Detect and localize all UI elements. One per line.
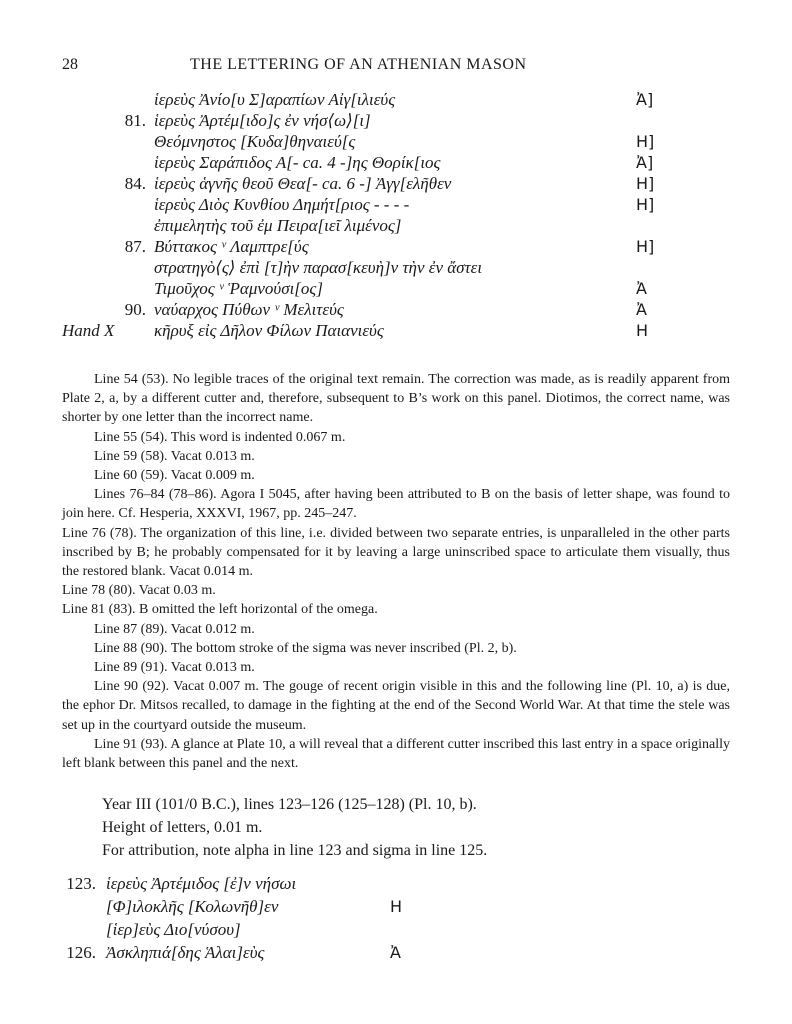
greek-text: στρατηγὸ⟨ς⟩ ἐπὶ [τ]ὴν παρασ[κευὴ]ν τὴν ἐν ἄστει [154, 258, 483, 277]
note-paragraph: Line 91 (93). A glance at Plate 10, a will reveal that a different cutter inscribed this last entry in a space originally left blank between this panel and the next. [62, 736, 730, 772]
note-paragraph: Line 54 (53). No legible traces of the original text remain. The correction was made, as is readily apparent from Plate 2, a, by a different cutter and, therefore, subsequent to B’s work on this panel. Diotimos, the correct name, was shorter by one letter than the incorrect name. [62, 372, 730, 426]
greek-text: Ἀσκληπιά[δης Ἁλαι]εὺς [106, 943, 265, 962]
attribution-note: For attribution, note alpha in line 123 and sigma in line 125. [102, 842, 488, 859]
note-paragraph: Line 88 (90). The bottom stroke of the sigma was never inscribed (Pl. 2, b). [94, 640, 517, 656]
line-number: 84. [124, 174, 146, 193]
greek-text: ἱερεὺς Ἀρτέμ[ιδο]ς ἐν νήσ⟨ω⟩[ι] [154, 111, 371, 130]
note-paragraph: Line 55 (54). This word is indented 0.067 m. [94, 429, 346, 445]
inscription-line [62, 90, 662, 111]
inscription-line [62, 300, 662, 321]
greek-text: [ἱερ]εὺς Διο[νύσου] [106, 920, 241, 939]
inscription-line [62, 943, 662, 966]
inscription-line [62, 321, 662, 342]
inscription-line [62, 258, 662, 279]
inscription-line [62, 216, 662, 237]
line-number: 123. [66, 874, 96, 893]
inscription-line [62, 279, 662, 300]
letter-form-mark: H] [636, 237, 655, 256]
greek-text: Τιμοῦχος ᵛ Ῥαμνούσι[ος] [154, 279, 323, 298]
letter-form-mark: Ἀ [636, 279, 647, 298]
greek-text: [Φ]ιλοκλῆς [Κολωνῆθ]εν [106, 897, 279, 916]
greek-text: κῆρυξ εἰς Δῆλον Φίλων Παιανιεύς [154, 321, 384, 340]
letter-form-mark: H] [636, 132, 655, 151]
note-paragraph: Line 60 (59). Vacat 0.009 m. [94, 468, 255, 484]
greek-text: ἐπιμελητὴς τοῦ ἐμ Πειρα[ιεῖ λιμένος] [154, 216, 402, 235]
inscription-line [62, 237, 662, 258]
inscription-line [62, 111, 662, 132]
letter-form-mark: Ἀ] [636, 153, 654, 172]
letter-form-mark: H [636, 321, 649, 340]
greek-text: Θεόμνηστος [Κυδα]θηναιεύ[ς [154, 132, 356, 151]
note-paragraph: Line 90 (92). Vacat 0.007 m. The gouge of recent origin visible in this and the following line (Pl. 10, a) is due, the ephor Dr. Mitsos recalled, to damage in the fighting at the end of the Second World War. At that time the stele was set up in the courtyard outside the museum. [62, 679, 730, 733]
letter-form-mark: H] [636, 174, 655, 193]
inscription-line [62, 174, 662, 195]
inscription-line [62, 132, 662, 153]
letter-form-mark: Ἀ] [636, 90, 654, 109]
note-paragraph: Line 78 (80). Vacat 0.03 m. [62, 583, 216, 599]
inscription-line [62, 920, 662, 943]
letter-form-mark: H [390, 897, 403, 916]
greek-text: Βύττακος ᵛ Λαμπτρε[ύς [154, 237, 309, 256]
running-head: THE LETTERING OF AN ATHENIAN MASON [190, 56, 527, 73]
note-paragraph: Line 89 (91). Vacat 0.013 m. [94, 660, 255, 676]
inscription-line [62, 195, 662, 216]
commentary-notes [62, 370, 730, 773]
letter-form-mark: H] [636, 195, 655, 214]
hand-label: Hand X [62, 321, 115, 340]
inscription-line [62, 897, 662, 920]
page-number: 28 [62, 56, 78, 73]
year-section-header [102, 793, 487, 862]
letter-form-mark: Ἀ [636, 300, 647, 319]
inscription-line [62, 874, 662, 897]
greek-text: ἱερεὺς Διὸς Κυνθίου Δημήτ[ριος - - - - [154, 195, 410, 214]
line-number: 87. [124, 237, 146, 256]
inscription-block-2 [62, 874, 662, 966]
line-number: 90. [124, 300, 146, 319]
note-paragraph: Line 81 (83). B omitted the left horizontal of the omega. [62, 602, 378, 618]
note-paragraph: Line 76 (78). The organization of this line, i.e. divided between two separate entries, is unparalleled in the other parts inscribed by B; he probably compensated for it by leaving a large uninscribed space to articulate them visually, thus the restored blank. Vacat 0.014 m. [62, 525, 730, 580]
greek-text: ἱερεὺς Σαράπιδος Α[- ca. 4 -]ης Θορίκ[ιος [154, 153, 441, 172]
year-heading: Year III (101/0 B.C.), lines 123–126 (125–128) (Pl. 10, b). [102, 796, 477, 813]
note-paragraph: Line 87 (89). Vacat 0.012 m. [94, 621, 255, 637]
greek-text: ἱερεὺς Ἀνίο[υ Σ]αραπίων Αἰγ[ιλιεύς [154, 90, 396, 109]
greek-text: ἱερεὺς Ἀρτέμιδος [ἐ]ν νήσωι [106, 874, 297, 893]
line-number: 81. [124, 111, 146, 130]
greek-text: ναύαρχος Πύθων ᵛ Μελιτεύς [154, 300, 344, 319]
note-paragraph: Lines 76–84 (78–86). Agora I 5045, after having been attributed to B on the basis of letter shape, was found to join here. Cf. Hesperia, XXXVI, 1967, pp. 245–247. [62, 487, 730, 522]
letter-form-mark: Ἀ [390, 943, 401, 962]
inscription-line [62, 153, 662, 174]
greek-text: ἱερεὺς ἁγνῆς θεοῦ Θεα[- ca. 6 -] Ἀγγ[ελῆθεν [154, 174, 452, 193]
letter-height: Height of letters, 0.01 m. [102, 819, 263, 836]
inscription-block-1 [62, 90, 662, 342]
line-number: 126. [66, 943, 96, 962]
note-paragraph: Line 59 (58). Vacat 0.013 m. [94, 448, 255, 464]
